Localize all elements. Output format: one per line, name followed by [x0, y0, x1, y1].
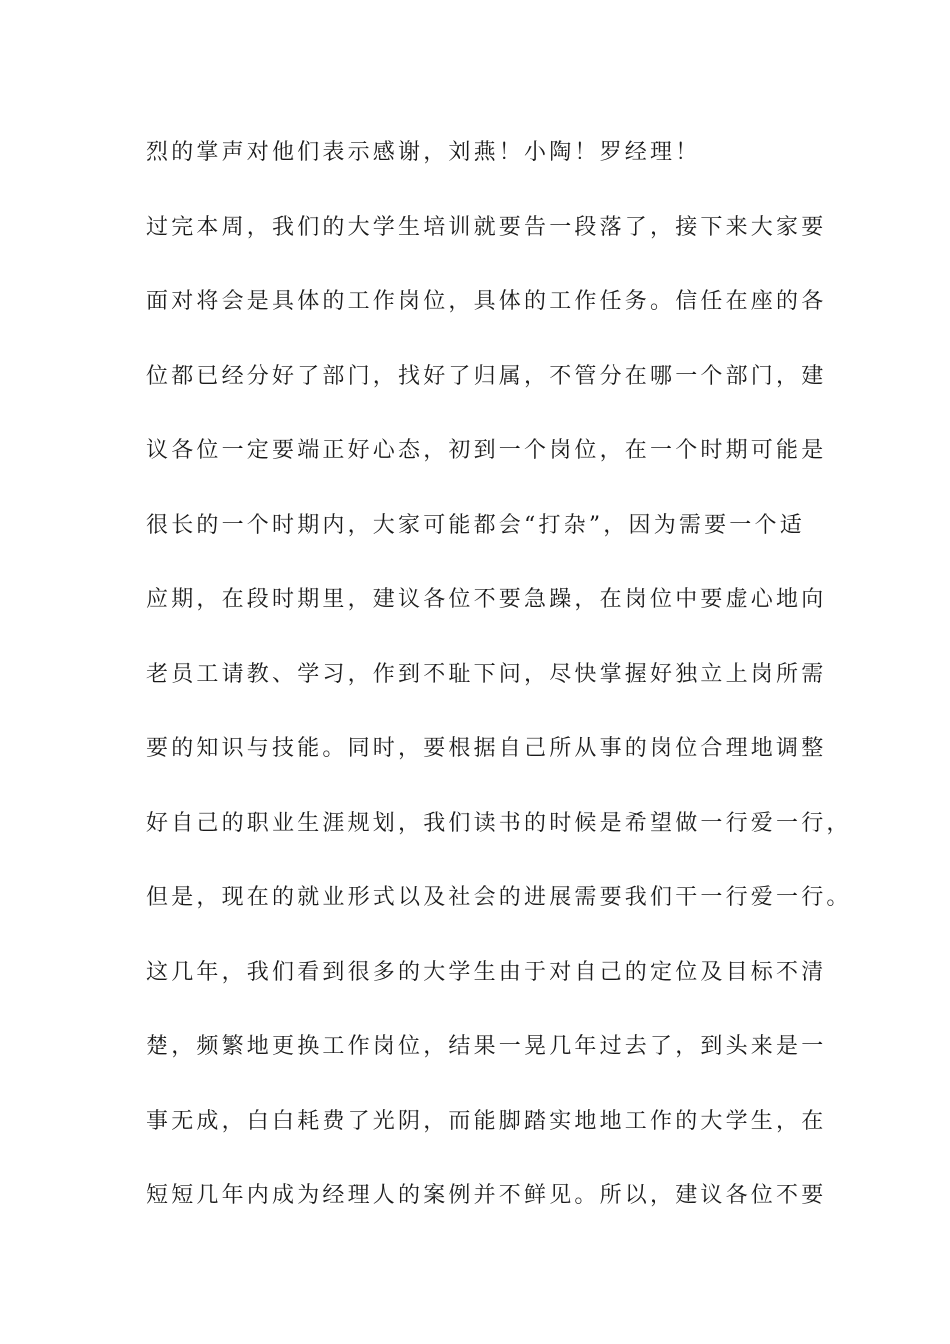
text-line: 事无成，白白耗费了光阴，而能脚踏实地地工作的大学生，在: [146, 1108, 827, 1134]
text-line: 楚，频繁地更换工作岗位，结果一晃几年过去了，到头来是一: [146, 1034, 827, 1059]
text-line: 应期，在段时期里，建议各位不要急躁，在岗位中要虚心地向: [146, 587, 827, 612]
text-line: 好自己的职业生涯规划，我们读书的时候是希望做一行爱一行，: [146, 810, 852, 836]
text-line: 过完本周，我们的大学生培训就要告一段落了，接下来大家要: [146, 214, 827, 240]
body-text: [146, 133, 852, 1251]
text-line: 短短几年内成为经理人的案例并不鲜见。所以，建议各位不要: [146, 1183, 827, 1208]
text-line: 议各位一定要端正好心态，初到一个岗位，在一个时期可能是: [146, 438, 827, 463]
text-line: 这几年，我们看到很多的大学生由于对自己的定位及目标不清: [146, 959, 827, 985]
text-line: 位都已经分好了部门，找好了归属，不管分在哪一个部门，建: [146, 363, 827, 389]
text-line: 很长的一个时期内，大家可能都会“打杂”，因为需要一个适: [146, 512, 805, 538]
text-line: 面对将会是具体的工作岗位，具体的工作任务。信任在座的各: [146, 289, 827, 314]
text-line: 烈的掌声对他们表示感谢，刘燕！小陶！罗经理！: [146, 140, 701, 165]
text-line: 老员工请教、学习，作到不耻下问，尽快掌握好独立上岗所需: [146, 661, 827, 687]
text-line: 要的知识与技能。同时，要根据自己所从事的岗位合理地调整: [146, 736, 827, 761]
text-line: 但是，现在的就业形式以及社会的进展需要我们干一行爱一行。: [146, 885, 852, 910]
